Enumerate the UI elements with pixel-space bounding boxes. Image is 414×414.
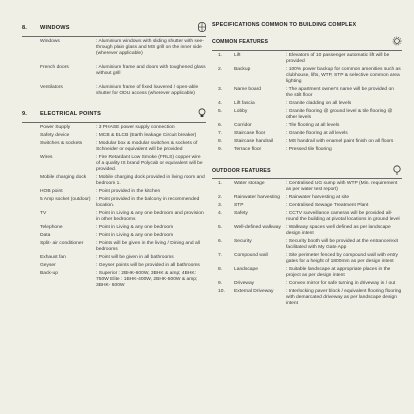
feature-row xyxy=(212,225,402,237)
spec-value: : Fire Retardant Low Smoke (FRLS) copper wire of a quality IS brand Polycab or equivalent will be provided. xyxy=(96,154,203,172)
feature-row xyxy=(212,147,402,153)
window-icon xyxy=(198,22,206,34)
feature-row xyxy=(212,195,402,201)
feature-label: Backup xyxy=(234,66,251,72)
feature-label: Compound wall xyxy=(234,253,268,258)
spec-value: : 3 PHASE power supply connection xyxy=(96,124,175,130)
feature-label: Lift fascia xyxy=(234,100,255,106)
spec-label: Switches & sockets xyxy=(40,140,83,146)
spec-row xyxy=(22,225,206,231)
spec-row xyxy=(22,255,206,261)
spec-row xyxy=(22,197,206,209)
spec-row xyxy=(22,271,206,289)
spec-value: : Aluminium frame of fixed louvered / open-able shutter for ODU access (wherever applicable) xyxy=(96,84,199,96)
spec-value: : Geyser points will be provided in all bathrooms xyxy=(96,262,200,268)
feature-label: Terrace floor xyxy=(234,146,262,152)
feature-value: : Centralised Sewage Treatment Plant xyxy=(286,203,369,208)
common-features-heading xyxy=(212,36,402,48)
spec-label: TV xyxy=(40,210,47,216)
feature-row xyxy=(212,181,402,193)
feature-value: : Interlocking paver block / equivalent flooring flooring with demarcated driveway as per landscape design intent xyxy=(286,289,402,306)
feature-value: : Granite cladding on all levels xyxy=(286,100,352,106)
feature-number: 5. xyxy=(218,108,223,114)
spec-value: : Aluminium frame and doors with toughened glass without grill xyxy=(96,64,206,76)
gear-icon xyxy=(392,36,402,48)
feature-value: : 100% power backup for common amenities such as clubhouse, lifts, WTP, STP & selective common area lighting xyxy=(286,66,401,84)
spec-value: : Mobile charging dock provided in living room and bedroom 1. xyxy=(96,174,205,186)
spec-label: Exhaust fan xyxy=(40,254,66,260)
feature-row xyxy=(212,123,402,129)
spec-value: : Point will be given in all bathrooms xyxy=(96,254,174,260)
feature-value: : The apartment owner's name will be provided on the stilt floor xyxy=(286,86,394,98)
section-divider xyxy=(22,122,206,123)
feature-value: : Granite flooring at all levels xyxy=(286,130,348,136)
tree-icon xyxy=(392,165,402,177)
feature-row xyxy=(212,203,402,209)
feature-number: 8. xyxy=(218,138,223,144)
feature-value: : Tile flooring at all levels xyxy=(286,122,340,128)
spec-label: Safety device xyxy=(40,132,70,138)
feature-value: : Site perimeter fenced by compound wall with entry gates for a height of 1800mm as per design intent xyxy=(286,253,398,264)
feature-row xyxy=(212,67,402,85)
section-number: 8. xyxy=(22,25,28,31)
spec-value: : Point in Living & any one bedroom xyxy=(96,224,174,230)
section-number: 9. xyxy=(22,111,28,117)
feature-label: Rainwater harvesting xyxy=(234,195,280,200)
feature-row xyxy=(212,87,402,99)
spec-label: HOB point xyxy=(40,188,63,194)
feature-number: 3. xyxy=(218,203,223,208)
feature-number: 9. xyxy=(218,146,223,152)
spec-row xyxy=(22,39,206,57)
feature-number: 8. xyxy=(218,267,223,272)
feature-value: : Elevators of 10 passenger automatic lift will be provided xyxy=(286,52,390,64)
feature-label: Well-defined walkway xyxy=(234,225,281,230)
feature-row xyxy=(212,267,402,279)
spec-row xyxy=(22,241,206,253)
section-title: WINDOWS xyxy=(40,25,70,31)
spec-value: : Point in Living & any one bedroom and provision in other bedrooms xyxy=(96,210,204,222)
feature-number: 10. xyxy=(218,289,225,294)
feature-number: 1. xyxy=(218,52,223,58)
spec-value: : Aluminium windows with sliding shutter with see-through plain glass and MS grill on the inner side (wherever applicable) xyxy=(96,38,204,56)
feature-label: Staircase floor xyxy=(234,130,266,136)
feature-label: STP xyxy=(234,203,244,208)
feature-row xyxy=(212,239,402,251)
feature-number: 4. xyxy=(218,100,223,106)
spec-row xyxy=(22,133,206,139)
subsection-title: OUTDOOR FEATURES xyxy=(212,167,271,174)
spec-label: Data xyxy=(40,232,51,238)
feature-number: 7. xyxy=(218,253,223,258)
feature-label: Lift xyxy=(234,52,241,58)
feature-number: 6. xyxy=(218,122,223,128)
feature-label: Security xyxy=(234,239,252,244)
spec-row xyxy=(22,125,206,131)
feature-value: : CCTV surveillance cameras will be provided all-round the building at pivotal locations in ground level xyxy=(286,211,400,222)
spec-label: 5 Amp socket (outdoor) xyxy=(40,196,91,202)
feature-label: Water storage xyxy=(234,181,265,186)
feature-value: : Pressed tile flooring xyxy=(286,146,332,152)
feature-row xyxy=(212,289,402,307)
feature-value: : Granite flooring @ ground level & tile flooring @ other levels xyxy=(286,108,393,120)
spec-value: : Points will be given in the living / Dining and all bedrooms xyxy=(96,240,200,252)
spec-value: : Superior : 2BHK-600W, 3BHK & amp; 4BHK: 750W Elite : 1BHK-400W, 2BHK-500W & amp; 3BHK- 600W xyxy=(96,270,198,288)
spec-label: Geyser xyxy=(40,262,56,268)
feature-number: 2. xyxy=(218,66,223,72)
spec-label: Wires xyxy=(40,154,53,160)
spec-label: Back-up xyxy=(40,270,58,276)
feature-row xyxy=(212,211,402,223)
feature-number: 7. xyxy=(218,130,223,136)
feature-row xyxy=(212,109,402,121)
spec-row xyxy=(22,65,206,77)
feature-number: 3. xyxy=(218,86,223,92)
spec-row xyxy=(22,233,206,239)
outdoor-features-heading xyxy=(212,165,402,177)
feature-value: : Rainwater harvesting at site xyxy=(286,195,350,200)
spec-value: : Point provided in the kitchen xyxy=(96,188,161,194)
spec-row xyxy=(22,175,206,187)
feature-label: Landscape xyxy=(234,267,258,272)
common-heading xyxy=(212,22,402,28)
spec-value: : Point in Living & any one bedroom xyxy=(96,232,174,238)
feature-value: : MS handrail with enamel paint finish on all floors xyxy=(286,138,394,144)
spec-label: Mobile charging dock xyxy=(40,174,87,180)
electrical-heading xyxy=(22,108,206,120)
spec-row xyxy=(22,189,206,195)
spec-label: Windows xyxy=(40,38,60,44)
feature-row xyxy=(212,253,402,265)
windows-heading xyxy=(22,22,206,34)
feature-number: 2. xyxy=(218,195,223,200)
feature-value: : Security booth will be provided at the entrance/exit facilitated with My Gate App xyxy=(286,239,399,250)
spec-label: Telephone xyxy=(40,224,63,230)
section-divider xyxy=(22,36,206,37)
feature-label: Driveway xyxy=(234,281,255,286)
spec-label: French doors xyxy=(40,64,69,70)
feature-value: : Convex mirror for safe turning in driveway in / out xyxy=(286,281,396,286)
section-title: SPECIFICATIONS COMMON TO BUILDING COMPLEX xyxy=(212,22,357,28)
spec-row xyxy=(22,155,206,173)
bulb-icon xyxy=(198,108,206,120)
feature-label: External Driveway xyxy=(234,289,274,294)
feature-label: Name board xyxy=(234,86,261,92)
feature-value: : Walkway spaces well defined as per landscape design intent xyxy=(286,225,391,236)
feature-label: Safety xyxy=(234,211,248,216)
feature-number: 5. xyxy=(218,225,223,230)
feature-number: 4. xyxy=(218,211,223,216)
spec-label: Ventilators xyxy=(40,84,63,90)
feature-label: Staircase handrail xyxy=(234,138,274,144)
spec-value: : Modular box & modular switches & sockets of Schneider or equivalent will be provided xyxy=(96,140,198,152)
feature-row xyxy=(212,101,402,107)
section-divider xyxy=(212,178,402,179)
subsection-title: COMMON FEATURES xyxy=(212,39,269,45)
section-title: ELECTRICAL POINTS xyxy=(40,111,102,117)
spec-label: Split- air conditioner xyxy=(40,240,84,246)
feature-value: : Centralised UG sump with WTP (Min. requirement as per water test report) xyxy=(286,181,398,192)
section-divider xyxy=(212,50,402,51)
spec-row xyxy=(22,211,206,223)
spec-row xyxy=(22,263,206,269)
feature-row xyxy=(212,139,402,145)
windows-section xyxy=(22,22,206,99)
spec-value: : MCB & ELCB (Earth leakage Circuit breaker) xyxy=(96,132,197,138)
feature-row xyxy=(212,281,402,287)
electrical-section xyxy=(22,108,206,291)
feature-number: 9. xyxy=(218,281,223,286)
feature-number: 1. xyxy=(218,181,223,186)
feature-row xyxy=(212,131,402,137)
spec-row xyxy=(22,85,206,97)
spec-value: : Point provided in the balcony in recommended location. xyxy=(96,196,200,208)
common-section xyxy=(212,22,402,309)
feature-value: : Suitable landscape at appropriate places in the project as per design intent xyxy=(286,267,391,278)
spec-row xyxy=(22,141,206,153)
feature-label: Corridor xyxy=(234,122,252,128)
feature-row xyxy=(212,53,402,65)
feature-label: Lobby xyxy=(234,108,248,114)
feature-number: 6. xyxy=(218,239,223,244)
spec-label: Power Supply xyxy=(40,124,71,130)
